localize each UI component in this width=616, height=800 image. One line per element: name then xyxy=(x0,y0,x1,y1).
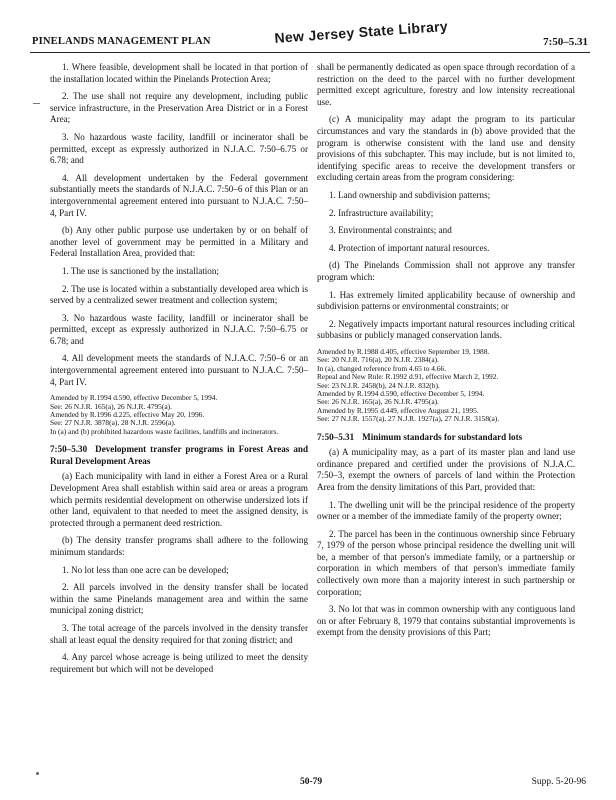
amendment-line: See: 26 N.J.R. 165(a), 26 N.J.R. 4795(a). xyxy=(317,397,439,407)
list-item: 1. Land ownership and subdivision patterns; xyxy=(329,189,491,200)
list-item: 2. Infrastructure availability; xyxy=(329,207,434,218)
section-title: Minimum standards for substandard lots xyxy=(362,431,523,442)
list-item: 2. All parcels involved in the density transfer shall be located within the same Pinelands management area and within the same municipal zoning district; xyxy=(50,582,308,616)
amendment-line: See: 20 N.J.R. 716(a), 20 N.J.R. 2384(a). xyxy=(317,355,439,365)
supplement-date: Supp. 5-20-96 xyxy=(531,777,586,787)
list-item: 4. Protection of important natural resources. xyxy=(329,242,490,253)
amendment-line: In (a), changed reference from 4.65 to 4.66. xyxy=(317,363,447,373)
list-item: 1. No lot less than one acre can be developed; xyxy=(62,564,229,575)
list-item: 3. No lot that was in common ownership with any contiguous land on or after February 8, 1979 that contains substantial improvements is exempt from the density provisions of this Part; xyxy=(317,604,575,638)
list-item: 2. The use is located within a substantially developed area which is served by a centralized sewer treatment and collection system; xyxy=(50,283,308,306)
section-number: 7:50–5.30 xyxy=(50,444,88,455)
left-column xyxy=(50,62,308,681)
list-item: 3. No hazardous waste facility, landfill or incinerator shall be permitted, except as expressly authorized in N.J.A.C. 7:50–6.75 or 6.78; and xyxy=(50,312,308,346)
list-item: 1. The dwelling unit will be the principal residence of the property owner or a member of the immediate family of the property owner; xyxy=(317,499,575,522)
paragraph-c: (c) A municipality may adapt the program to its particular circumstances and vary the standards in (b) above provided that the program is otherwise consistent with the land use and density provisions of this subchapter. This may include, but is not limited to, identifying specific areas to receive the development transfers or excluding certain areas from the program considering: xyxy=(317,114,575,183)
amendment-line: Amended by R.1996 d.225, effective May 20, 1996. xyxy=(50,410,205,420)
amendment-line: Amended by R.1994 d.590, effective December 5, 1994. xyxy=(317,388,485,398)
paragraph: (a) A municipality may, as a part of its master plan and land use ordinance prepared and certified under the provisions of N.J.A.C. 7:50–3, exempt the owners of parcels of land within the Protection Area from the density limitations of this Part, provided that: xyxy=(317,447,575,492)
list-item: 4. All development meets the standards of N.J.A.C. 7:50–6 or an intergovernmental agreement entered into pursuant to N.J.A.C. 7:50–4, Part IV. xyxy=(50,353,308,387)
amendment-line: Amended by R.1988 d.405, effective September 19, 1988. xyxy=(317,346,490,356)
amendment-line: Amended by R.1994 d.590, effective December 5, 1994. xyxy=(50,393,218,403)
library-stamp: New Jersey State Library xyxy=(274,17,449,46)
list-item: 4. All development undertaken by the Federal government substantially meets the standards of N.J.A.C. 7:50–6 of this Plan or an intergovernmental agreement entered into pursuant to N.J.A.C. 7:50–4, Part IV. xyxy=(50,172,308,218)
list-item: 1. Has extremely limited applicability because of ownership and subdivision patterns or environmental constraints; or xyxy=(317,289,575,312)
running-title: PINELANDS MANAGEMENT PLAN xyxy=(32,36,211,47)
amendment-notes xyxy=(50,394,308,436)
paragraph: (b) The density transfer programs shall adhere to the following minimum standards: xyxy=(50,535,308,558)
amendment-line: See: 27 N.J.R. 3878(a), 28 N.J.R. 2596(a). xyxy=(50,418,176,428)
list-item: 2. The parcel has been in the continuous ownership since February 7, 1979 of the person whose principal residence the dwelling unit will be, a member of that person's immediate family, or a partnership or corporation in which members of that person's immediate family collectively own more than a majority interest in such partnership or corporation; xyxy=(317,528,575,597)
right-column xyxy=(317,62,575,645)
list-item: 3. Environmental constraints; and xyxy=(329,225,452,236)
list-item: 2. Negatively impacts important natural resources including critical subbasins or publicly managed conservation lands. xyxy=(317,318,575,341)
amendment-notes xyxy=(317,348,575,424)
page-number: 50-79 xyxy=(300,777,323,787)
margin-mark xyxy=(33,103,40,104)
list-item: 4. Any parcel whose acreage is being utilized to meet the density requirement but which will not be developed xyxy=(50,652,308,674)
section-heading xyxy=(50,444,308,467)
section-heading xyxy=(317,432,575,444)
amendment-line: See: 26 N.J.R. 165(a), 26 N.J.R. 4795(a). xyxy=(50,401,172,411)
list-item: 3. No hazardous waste facility, landfill or incinerator shall be permitted, except as expressly authorized in N.J.A.C. 7:50–6.75 or 6.78; and xyxy=(50,131,308,166)
list-item: 2. The use shall not require any development, including public service infrastructure, in the Preservation Area District or in a Forest Area; xyxy=(50,91,308,125)
list-item: 1. Where feasible, development shall be located in that portion of the installation located within the Pinelands Protection Area; xyxy=(50,62,308,84)
section-range: 7:50–5.31 xyxy=(543,36,588,48)
amendment-line: Amended by R.1995 d.449, effective August 21, 1995. xyxy=(317,405,479,415)
section-number: 7:50–5.31 xyxy=(317,431,355,442)
amendment-line: Repeal and New Rule: R.1992 d.91, effective March 2, 1992. xyxy=(317,372,499,382)
paragraph-d: (d) The Pinelands Commission shall not approve any transfer program which: xyxy=(317,260,575,282)
section-title: Development transfer programs in Forest Areas and Rural Development Areas xyxy=(50,444,308,466)
paragraph-b: (b) Any other public purpose use undertaken by or on behalf of another level of government may be permitted in a Military and Federal Installation Area, provided that: xyxy=(50,225,308,259)
amendment-line: See: 23 N.J.R. 2458(b), 24 N.J.R. 832(b). xyxy=(317,380,440,390)
list-item: 1. The use is sanctioned by the installation; xyxy=(62,265,219,276)
amendment-line: In (a) and (b) prohibited hazardous waste facilities, landfills and incinerators. xyxy=(50,426,279,436)
list-item: 3. The total acreage of the parcels involved in the density transfer shall at least equal the density required for that zoning district; and xyxy=(50,623,308,645)
paragraph-continued: shall be permanently dedicated as open space through recordation of a restriction on the deed to the parcel with no further development permitted except agriculture, forestry and low intensity recreational use. xyxy=(317,62,575,107)
amendment-line: See: 27 N.J.R. 1557(a), 27 N.J.R. 1927(a), 27 N.J.R. 3158(a). xyxy=(317,414,500,424)
paragraph: (a) Each municipality with land in either a Forest Area or a Rural Development Area shall establish within said area or areas a program which permits residential development on otherwise undersized lots if other land, equivalent to that needed to meet the assigned density, is protected through a permanent deed restriction. xyxy=(50,471,308,528)
margin-dot xyxy=(36,772,39,775)
page-header xyxy=(30,17,590,53)
